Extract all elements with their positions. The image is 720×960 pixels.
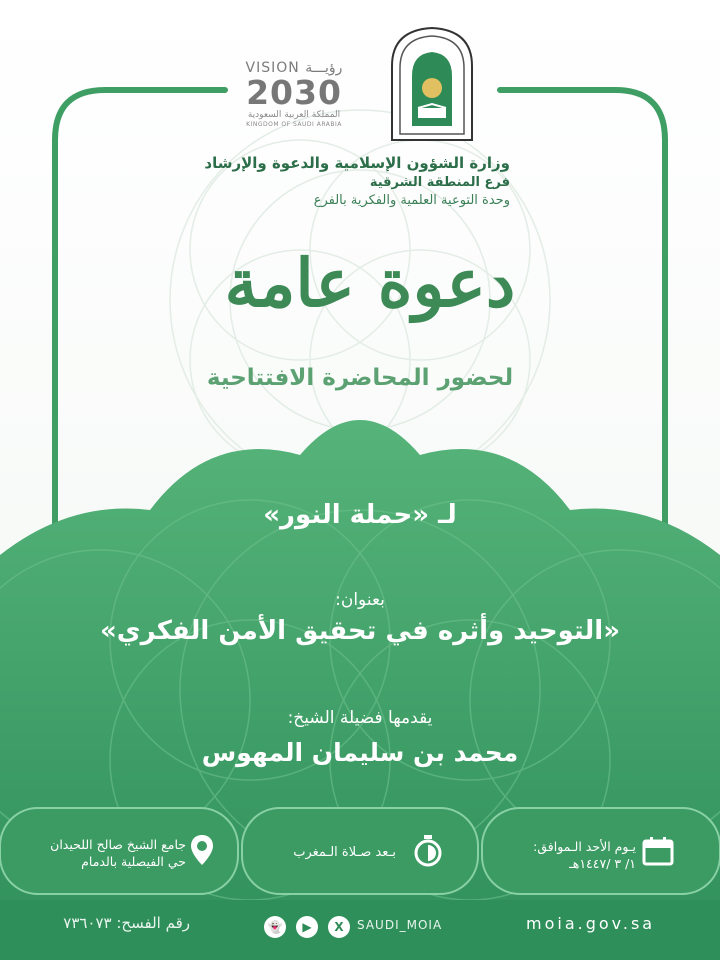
website-link[interactable]: moia.gov.sa bbox=[526, 914, 656, 933]
vision-2030-logo bbox=[232, 60, 356, 138]
x-icon[interactable]: X bbox=[328, 916, 350, 938]
location-line2: حي الفيصلية بالدمام bbox=[81, 854, 186, 869]
lecture-title: «التوحيد وأثره في تحقيق الأمن الفكري» bbox=[99, 616, 621, 646]
location-pin-icon bbox=[190, 834, 214, 866]
vision-top-text: VISION رؤيـــة bbox=[245, 60, 343, 76]
headline-title: دعوة عامة bbox=[224, 244, 516, 322]
ministry-text bbox=[150, 152, 510, 210]
permit-number: رقم الفسح: ٧٣٦٠٧٣ bbox=[63, 914, 190, 932]
headline-subtitle: لحضور المحاضرة الافتتاحية bbox=[206, 365, 514, 391]
youtube-icon[interactable]: ▶ bbox=[296, 916, 318, 938]
vision-english: KINGDOM OF SAUDI ARABIA bbox=[246, 121, 342, 128]
presenter-label: يقدمها فضيلة الشيخ: bbox=[287, 708, 433, 728]
time-card bbox=[276, 844, 396, 861]
date-line2: ١/ ٣ /١٤٤٧هـ bbox=[569, 856, 636, 871]
lecture-title-label: بعنوان: bbox=[335, 590, 385, 610]
vision-arabic: المملكة العربية السعودية bbox=[247, 110, 341, 120]
stopwatch-icon bbox=[414, 834, 442, 868]
location-line1: جامع الشيخ صالح اللحيدان bbox=[50, 837, 186, 852]
snapchat-icon[interactable]: 👻 bbox=[264, 916, 286, 938]
ministry-name: وزارة الشؤون الإسلامية والدعوة والإرشاد bbox=[204, 154, 510, 172]
calendar-icon bbox=[642, 836, 674, 866]
time-line1: بـعد صـلاة الـمغرب bbox=[293, 845, 396, 860]
social-handle[interactable]: SAUDI_MOIA bbox=[357, 918, 443, 932]
campaign-name: لـ «حملة النور» bbox=[263, 500, 457, 530]
date-card bbox=[496, 838, 636, 872]
branch-name: فرع المنطقة الشرقية bbox=[369, 175, 510, 190]
date-line1: يـوم الأحد الـموافق: bbox=[533, 839, 636, 854]
location-card bbox=[16, 836, 186, 870]
vision-year: 2030 bbox=[246, 73, 342, 112]
ministry-emblem-logo bbox=[388, 26, 476, 142]
presenter-name: محمد بن سليمان المهوس bbox=[201, 738, 519, 767]
unit-name: وحدة التوعية العلمية والفكرية بالفرع bbox=[313, 193, 510, 208]
